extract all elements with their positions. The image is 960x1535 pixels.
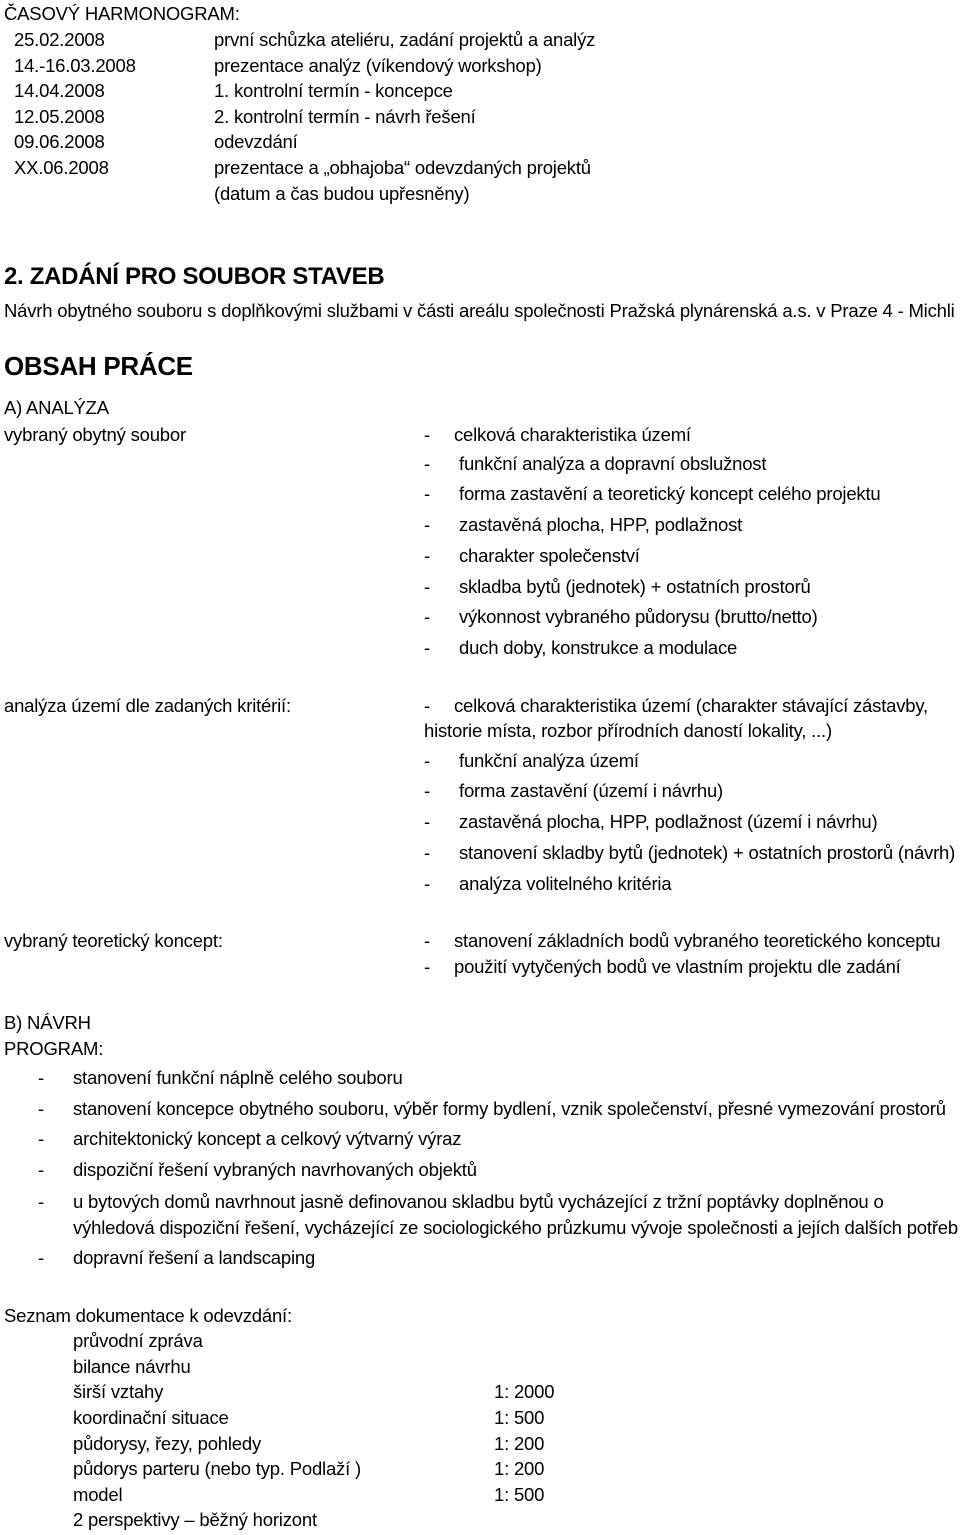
analysis-item-continuation: historie místa, rozbor přírodních daností lokality, ...) <box>424 720 832 741</box>
bullet-dash: - <box>424 750 431 771</box>
analysis-group-label: vybraný obytný soubor <box>4 424 186 445</box>
analysis-item: analýza volitelného kritéria <box>459 873 672 894</box>
documentation-item: model <box>73 1484 123 1505</box>
assignment-title: 2. ZADÁNÍ PRO SOUBOR STAVEB <box>4 263 385 290</box>
bullet-dash: - <box>424 514 431 535</box>
design-heading: B) NÁVRH <box>4 1012 91 1033</box>
analysis-item: duch doby, konstrukce a modulace <box>459 637 738 658</box>
documentation-item: širší vztahy <box>73 1381 164 1402</box>
analysis-item: forma zastavění (území i návrhu) <box>459 780 724 801</box>
schedule-text: 1. kontrolní termín - koncepce <box>214 80 453 101</box>
analysis-item: zastavěná plocha, HPP, podlažnost <box>459 514 743 535</box>
schedule-date: 09.06.2008 <box>14 131 105 152</box>
program-item-continuation: výhledová dispoziční řešení, vycházející ze sociologického průzkumu vývoje společnosti a jejích dalších potřeb <box>73 1217 958 1238</box>
program-item: u bytových domů navrhnout jasně definovanou skladbu bytů vycházející z tržní poptávky doplněnou o <box>73 1191 884 1212</box>
bullet-dash: - <box>38 1067 45 1088</box>
documentation-item: půdorysy, řezy, pohledy <box>73 1433 262 1454</box>
schedule-text: první schůzka ateliéru, zadání projektů a analýz <box>214 29 596 50</box>
schedule-date: 14.-16.03.2008 <box>14 55 136 76</box>
documentation-heading: Seznam dokumentace k odevzdání: <box>4 1305 292 1326</box>
schedule-text: prezentace analýz (víkendový workshop) <box>214 55 542 76</box>
schedule-date: 12.05.2008 <box>14 106 105 127</box>
analysis-item: stanovení základních bodů vybraného teoretického konceptu <box>454 930 941 951</box>
documentation-scale: 1: 500 <box>494 1484 545 1505</box>
contents-title: OBSAH PRÁCE <box>4 351 193 381</box>
analysis-item: forma zastavění a teoretický koncept celého projektu <box>459 483 881 504</box>
schedule-text: prezentace a „obhajoba“ odevzdaných projektů <box>214 157 591 178</box>
documentation-item: koordinační situace <box>73 1407 229 1428</box>
documentation-item: půdorys parteru (nebo typ. Podlaží ) <box>73 1458 361 1479</box>
bullet-dash: - <box>424 695 431 716</box>
bullet-dash: - <box>424 606 431 627</box>
program-item: architektonický koncept a celkový výtvarný výraz <box>73 1128 462 1149</box>
analysis-item: skladba bytů (jednotek) + ostatních prostorů <box>459 576 811 597</box>
documentation-item: průvodní zpráva <box>73 1330 203 1351</box>
bullet-dash: - <box>424 483 431 504</box>
bullet-dash: - <box>424 424 431 445</box>
program-item: stanovení funkční náplně celého souboru <box>73 1067 403 1088</box>
bullet-dash: - <box>38 1159 45 1180</box>
bullet-dash: - <box>424 811 431 832</box>
analysis-item: charakter společenství <box>459 545 640 566</box>
analysis-item: stanovení skladby bytů (jednotek) + ostatních prostorů (návrh) <box>459 842 956 863</box>
bullet-dash: - <box>424 637 431 658</box>
analysis-item: výkonnost vybraného půdorysu (brutto/netto) <box>459 606 818 627</box>
program-item: dispoziční řešení vybraných navrhovaných objektů <box>73 1159 477 1180</box>
bullet-dash: - <box>424 873 431 894</box>
bullet-dash: - <box>424 842 431 863</box>
schedule-text: 2. kontrolní termín - návrh řešení <box>214 106 476 127</box>
schedule-heading: ČASOVÝ HARMONOGRAM: <box>4 3 240 24</box>
analysis-heading: A) ANALÝZA <box>4 397 109 418</box>
documentation-scale: 1: 200 <box>494 1433 545 1454</box>
bullet-dash: - <box>38 1247 45 1268</box>
schedule-date: XX.06.2008 <box>14 157 109 178</box>
schedule-date: 14.04.2008 <box>14 80 105 101</box>
documentation-scale: 1: 2000 <box>494 1381 555 1402</box>
schedule-note: (datum a čas budou upřesněny) <box>214 183 470 204</box>
schedule-text: odevzdání <box>214 131 298 152</box>
schedule-date: 25.02.2008 <box>14 29 105 50</box>
documentation-scale: 1: 500 <box>494 1407 545 1428</box>
documentation-scale: 1: 200 <box>494 1458 545 1479</box>
bullet-dash: - <box>424 576 431 597</box>
bullet-dash: - <box>424 930 431 951</box>
bullet-dash: - <box>38 1128 45 1149</box>
documentation-item: 2 perspektivy – běžný horizont <box>73 1509 317 1530</box>
program-item: dopravní řešení a landscaping <box>73 1247 316 1268</box>
analysis-item: celková charakteristika území <box>454 424 691 445</box>
program-item: stanovení koncepce obytného souboru, výběr formy bydlení, vznik společenství, přesné vymezování prostorů <box>73 1098 946 1119</box>
program-label: PROGRAM: <box>4 1038 104 1059</box>
analysis-item: funkční analýza území <box>459 750 639 771</box>
analysis-item: použití vytyčených bodů ve vlastním projektu dle zadání <box>454 956 901 977</box>
bullet-dash: - <box>424 545 431 566</box>
analysis-item: zastavěná plocha, HPP, podlažnost (území i návrhu) <box>459 811 878 832</box>
bullet-dash: - <box>38 1098 45 1119</box>
bullet-dash: - <box>424 453 431 474</box>
analysis-group-label: vybraný teoretický koncept: <box>4 930 223 951</box>
bullet-dash: - <box>38 1191 45 1212</box>
bullet-dash: - <box>424 956 431 977</box>
analysis-item: celková charakteristika území (charakter stávající zástavby, <box>454 695 928 716</box>
assignment-subtitle: Návrh obytného souboru s doplňkovými službami v části areálu společnosti Pražská plynárenská a.s. v Praze 4 - Michli <box>4 300 955 321</box>
bullet-dash: - <box>424 780 431 801</box>
analysis-item: funkční analýza a dopravní obslužnost <box>459 453 767 474</box>
documentation-item: bilance návrhu <box>73 1356 191 1377</box>
analysis-group-label: analýza území dle zadaných kritérií: <box>4 695 291 716</box>
